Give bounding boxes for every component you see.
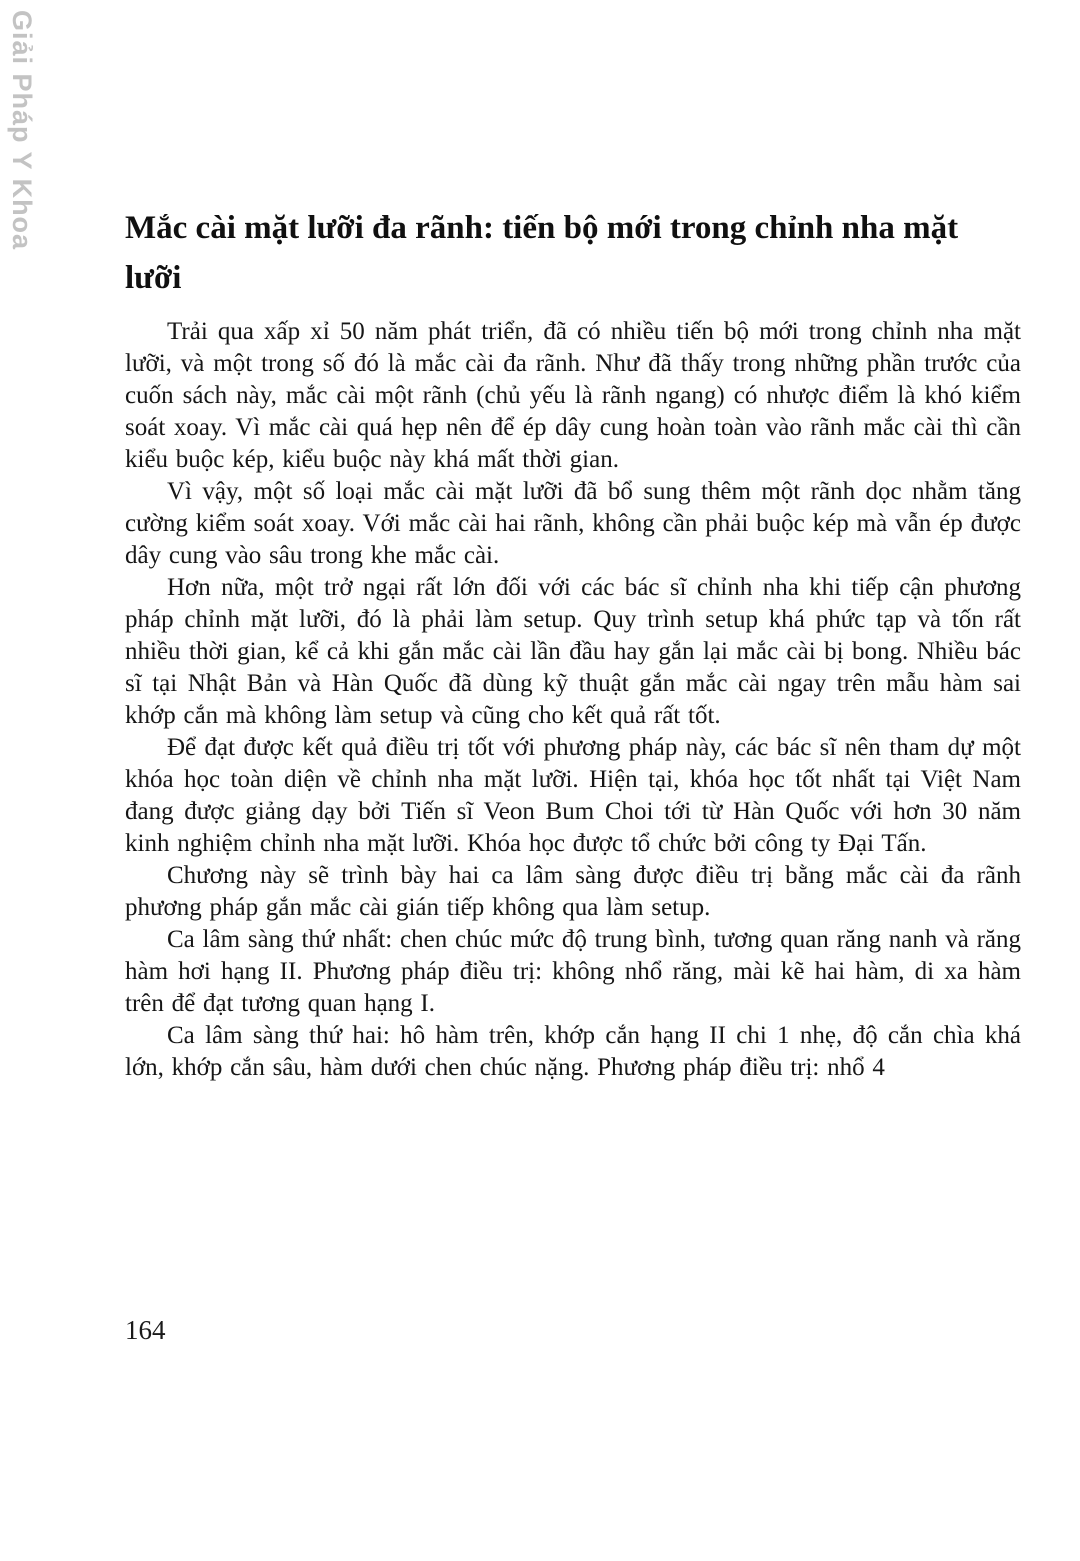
body-paragraphs bbox=[125, 316, 1021, 1084]
paragraph: Vì vậy, một số loại mắc cài mặt lưỡi đã bổ sung thêm một rãnh dọc nhằm tăng cường kiểm soát xoay. Với mắc cài hai rãnh, không cần phải buộc kép mà vẫn ép được dây cung vào sâu trong khe mắc cài. bbox=[125, 478, 1021, 569]
page-title: Mắc cài mặt lưỡi đa rãnh: tiến bộ mới trong chỉnh nha mặt lưỡi bbox=[125, 210, 959, 296]
paragraph: Ca lâm sàng thứ hai: hô hàm trên, khớp cắn hạng II chi 1 nhẹ, độ cắn chìa khá lớn, khớp cắn sâu, hàm dưới chen chúc nặng. Phương pháp điều trị: nhổ 4 bbox=[125, 1022, 1021, 1081]
paragraph: Trải qua xấp xỉ 50 năm phát triển, đã có nhiều tiến bộ mới trong chỉnh nha mặt lưỡi, và một trong số đó là mắc cài đa rãnh. Như đã thấy trong những phần trước của cuốn sách này, mắc cài một rãnh (chủ yếu là rãnh ngang) có nhược điểm là khó kiểm soát xoay. Vì mắc cài quá hẹp nên để ép dây cung hoàn toàn vào rãnh mắc cài thì cần kiểu buộc kép, kiểu buộc này khá mất thời gian. bbox=[125, 318, 1021, 473]
paragraph: Chương này sẽ trình bày hai ca lâm sàng được điều trị bằng mắc cài đa rãnh phương pháp gắn mắc cài gián tiếp không qua làm setup. bbox=[125, 862, 1021, 921]
page-content bbox=[125, 203, 1021, 1084]
page-number: 164 bbox=[125, 1315, 166, 1345]
paragraph: Hơn nữa, một trở ngại rất lớn đối với các bác sĩ chỉnh nha khi tiếp cận phương pháp chỉnh mặt lưỡi, đó là phải làm setup. Quy trình setup khá phức tạp và tốn rất nhiều thời gian, kể cả khi gắn mắc cài lần đầu hay gắn lại mắc cài bị bong. Nhiều bác sĩ tại Nhật Bản và Hàn Quốc đã dùng kỹ thuật gắn mắc cài ngay trên mẫu hàm sai khớp cắn mà không làm setup và cũng cho kết quả rất tốt. bbox=[125, 574, 1021, 729]
paragraph: Để đạt được kết quả điều trị tốt với phương pháp này, các bác sĩ nên tham dự một khóa học toàn diện về chỉnh nha mặt lưỡi. Hiện tại, khóa học tốt nhất tại Việt Nam đang được giảng dạy bởi Tiến sĩ Veon Bum Choi tới từ Hàn Quốc với hơn 30 năm kinh nghiệm chỉnh nha mặt lưỡi. Khóa học được tổ chức bởi công ty Đại Tấn. bbox=[125, 734, 1021, 857]
watermark-text: Giải Pháp Y Khoa bbox=[7, 10, 37, 251]
paragraph: Ca lâm sàng thứ nhất: chen chúc mức độ trung bình, tương quan răng nanh và răng hàm hơi hạng II. Phương pháp điều trị: không nhổ răng, mài kẽ hai hàm, di xa hàm trên để đạt tương quan hạng I. bbox=[125, 926, 1021, 1017]
